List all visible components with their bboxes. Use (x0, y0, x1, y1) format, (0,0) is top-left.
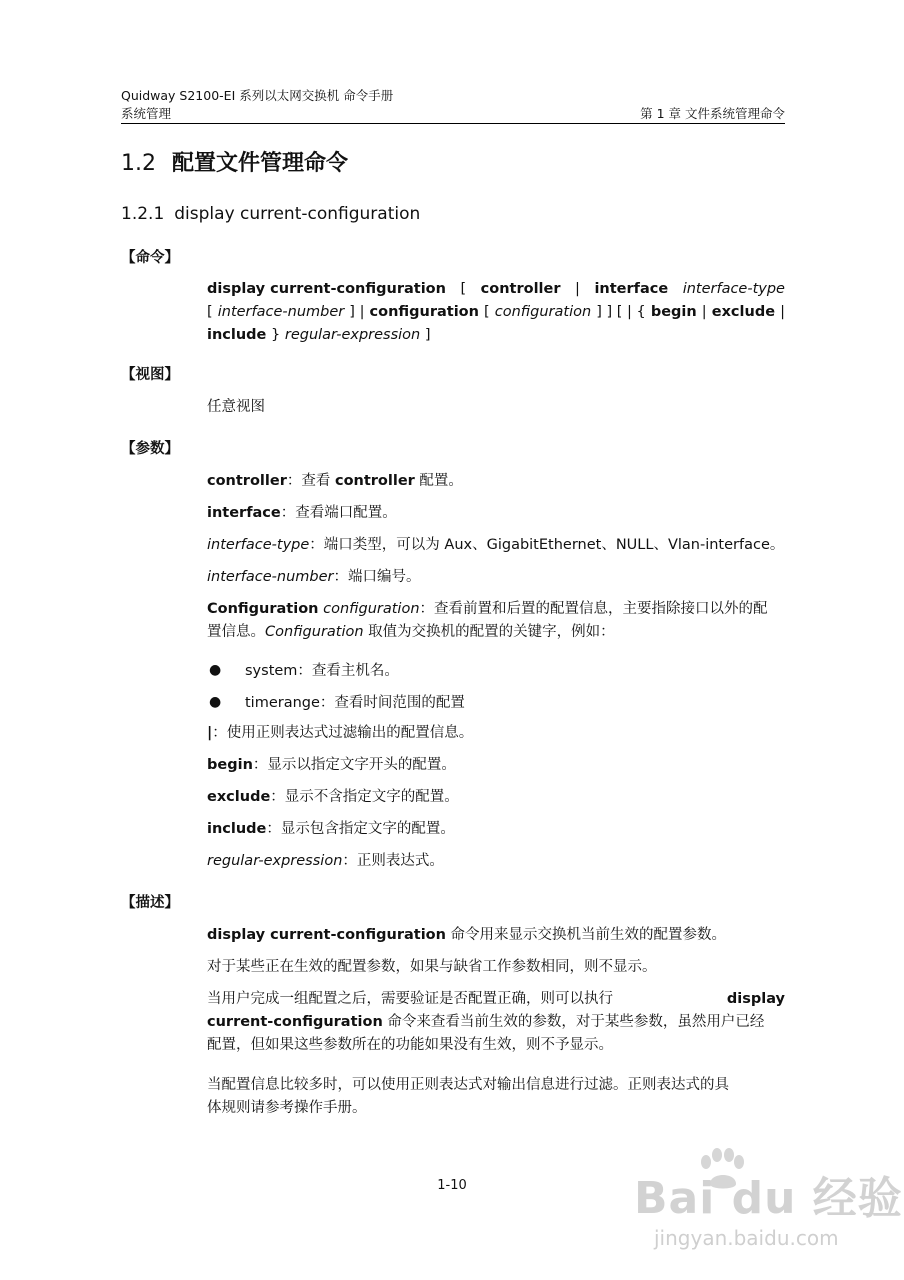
watermark-url: jingyan.baidu.com (654, 1226, 839, 1250)
param-interface (207, 502, 397, 525)
param-text: 取值为交换机的配置的关键字，例如： (363, 624, 615, 640)
desc-para-4 (207, 1074, 785, 1120)
desc-para-4-line-2: 体规则请参考操作手册。 (207, 1100, 367, 1116)
label-params: 【参数】 (121, 441, 179, 457)
desc-para-3 (207, 988, 785, 1057)
subsection-title: display current-configuration (174, 204, 421, 224)
bullet-icon: ● (209, 662, 222, 678)
param-term: exclude (207, 789, 271, 805)
cmd-controller: controller (480, 281, 561, 297)
header-chapter: 第 1 章 文件系统管理命令 (640, 106, 785, 121)
header-product: Quidway S2100-EI 系列以太网交换机 命令手册 (121, 88, 394, 103)
subsection-heading (121, 204, 420, 224)
cmd-pipe: | (780, 304, 785, 320)
section-number: 1.2 (121, 151, 156, 176)
cmd-include: include (207, 327, 267, 343)
bullet-system: system：查看主机名。 (245, 663, 399, 679)
param-text: 配置。 (414, 473, 463, 489)
watermark-brand: Bai du 经验 (634, 1173, 903, 1224)
param-text: ：显示以指定文字开头的配置。 (252, 757, 456, 773)
baidu-watermark (634, 1150, 903, 1260)
param-begin (207, 754, 456, 777)
desc-para-3-line-3: 配置，但如果这些参数所在的功能如果没有生效，则不予显示。 (207, 1037, 613, 1053)
cmd-interface: interface (594, 281, 669, 297)
param-exclude (207, 786, 459, 809)
param-term: controller (207, 473, 287, 489)
param-text: ：正则表达式。 (342, 853, 444, 869)
desc-text: 当用户完成一组配置之后，需要验证是否配置正确，则可以执行 (207, 991, 613, 1007)
label-description: 【描述】 (121, 895, 179, 911)
param-term: interface-number (207, 569, 334, 585)
param-configuration-line-1 (207, 598, 785, 621)
command-line-1 (207, 278, 785, 301)
command-line-3 (207, 324, 785, 347)
desc-term: current-configuration (207, 1014, 383, 1030)
view-text: 任意视图 (207, 399, 265, 415)
param-term: Configuration (207, 601, 319, 617)
param-term: interface-type (207, 537, 310, 553)
param-text: ：查看端口配置。 (280, 505, 397, 521)
param-text: ：使用正则表达式过滤输出的配置信息。 (212, 725, 474, 741)
param-configuration-line-2 (207, 621, 785, 644)
command-line-2 (207, 301, 785, 324)
param-pipe (207, 722, 473, 745)
param-interface-type (207, 534, 784, 557)
param-term: controller (334, 473, 415, 489)
cmd-pipe: ] | (349, 304, 365, 320)
param-interface-number (207, 566, 421, 589)
param-text: ：查看 (286, 473, 335, 489)
cmd-brackets: ] ] [ | { (596, 304, 646, 320)
header-rule (121, 123, 785, 124)
cmd-bracket: [ (207, 304, 213, 320)
cmd-bracket: [ (460, 281, 467, 297)
desc-para-3-line-1 (207, 988, 785, 1011)
bullet-icon: ● (209, 694, 222, 710)
command-syntax (207, 278, 785, 347)
param-text: ：显示包含指定文字的配置。 (266, 821, 455, 837)
param-text: ：显示不含指定文字的配置。 (270, 789, 459, 805)
cmd-bracket: [ (484, 304, 490, 320)
desc-term: display (726, 991, 785, 1007)
desc-para-1 (207, 924, 726, 947)
param-term: Configuration (265, 624, 364, 640)
param-text: ：查看前置和后置的配置信息，主要指除接口以外的配 (419, 601, 768, 617)
header-section: 系统管理 (121, 106, 172, 121)
param-term: | (207, 725, 213, 741)
desc-term: display current-configuration (207, 927, 446, 943)
param-regular-expression (207, 850, 444, 873)
param-controller (207, 470, 463, 493)
param-text: ：端口编号。 (333, 569, 421, 585)
param-configuration (207, 598, 785, 644)
cmd-begin: begin (650, 304, 697, 320)
cmd-interface-type: interface-type (682, 281, 785, 297)
param-term: configuration (323, 601, 420, 617)
desc-para-2: 对于某些正在生效的配置参数，如果与缺省工作参数相同，则不显示。 (207, 959, 657, 975)
cmd-regular-expression: regular-expression (284, 327, 421, 343)
section-heading (121, 146, 348, 177)
section-title: 配置文件管理命令 (172, 151, 349, 176)
desc-text: 命令用来显示交换机当前生效的配置参数。 (445, 927, 727, 943)
param-term: begin (207, 757, 253, 773)
desc-para-3-line-2 (207, 1011, 785, 1034)
cmd-pipe: | (701, 304, 707, 320)
desc-para-4-line-1: 当配置信息比较多时，可以使用正则表达式对输出信息进行过滤。正则表达式的具 (207, 1077, 729, 1093)
page-number: 1-10 (437, 1178, 467, 1193)
param-text: ：端口类型，可以为 Aux、GigabitEthernet、NULL、Vlan-interface。 (309, 537, 785, 553)
label-command: 【命令】 (121, 250, 179, 266)
cmd-exclude: exclude (711, 304, 776, 320)
param-term: regular-expression (207, 853, 343, 869)
cmd-brace: } (271, 327, 281, 343)
cmd-configuration: configuration (369, 304, 479, 320)
subsection-number: 1.2.1 (121, 204, 165, 224)
param-include (207, 818, 455, 841)
cmd-display: display current-configuration (207, 281, 446, 297)
desc-text: 命令来查看当前生效的参数，对于某些参数，虽然用户已经 (382, 1014, 765, 1030)
cmd-interface-number: interface-number (217, 304, 345, 320)
param-text: 置信息。 (207, 624, 265, 640)
bullet-timerange: timerange：查看时间范围的配置 (245, 695, 465, 711)
cmd-configuration-arg: configuration (494, 304, 592, 320)
param-term: interface (207, 505, 281, 521)
label-view: 【视图】 (121, 367, 179, 383)
param-term: include (207, 821, 267, 837)
cmd-pipe: | (575, 281, 580, 297)
cmd-bracket: ] (424, 327, 431, 343)
